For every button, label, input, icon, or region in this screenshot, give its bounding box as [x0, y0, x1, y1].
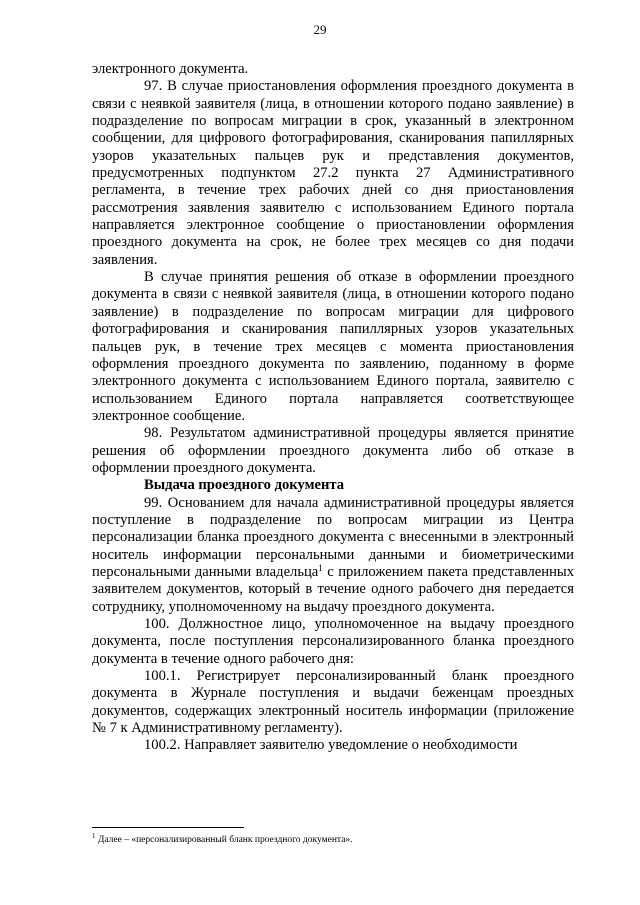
footnote-marker: 1 [92, 832, 96, 840]
footnote [92, 834, 574, 846]
paragraph-97: 97. В случае приостановления оформления проездного документа в связи с неявкой заявителя (лица, в отношении которого подано заявление) в подразделение по вопросам миграции в срок, указанный в электронном сообщении, для цифрового фотографирования, сканирования папиллярных узоров указательных пальцев рук и представления документов, предусмотренных подпунктом 27.2 пункта 27 Административного регламента, в течение трех рабочих дней со дня приостановления рассмотрения заявления заявителю с использованием Единого портала направляется электронное сообщение о приостановлении оформления проездного документа на срок, не более трех месяцев со дня подачи заявления. [92, 78, 574, 268]
paragraph-99 [92, 495, 574, 616]
paragraph-100: 100. Должностное лицо, уполномоченное на выдачу проездного документа, после поступления персонализированного бланка проездного документа в течение одного рабочего дня: [92, 616, 574, 667]
page-number: 29 [313, 22, 327, 37]
paragraph-100-2: 100.2. Направляет заявителю уведомление о необходимости [144, 737, 518, 754]
body-text [92, 61, 574, 755]
paragraph-99-text-end: с приложением пакета представленных заявителем документов, который в течение одного рабочего дня передается сотруднику, уполномоченному на выдачу проездного документа. [92, 563, 574, 615]
footnote-divider [92, 827, 244, 828]
paragraph-98: 98. Результатом административной процедуры является принятие решения об оформлении проездного документа либо об отказе в оформлении проездного документа. [92, 425, 574, 476]
paragraph-99-text-start: 99. Основанием для начала административной процедуры является поступление в подразделение по вопросам миграции из Центра персонализации бланка проездного документа с внесенными в электронный носитель информации персональными данными и биометрическими персональными данными владельца [92, 494, 574, 580]
footnote-reference: 1 [318, 562, 323, 573]
paragraph-refusal: В случае принятия решения об отказе в оформлении проездного документа в связи с неявкой заявителя (лица, в отношении которого подано заявление) в подразделение по вопросам миграции для цифрового фотографирования и сканирования папиллярных узоров указательных пальцев рук, в течение трех месяцев с момента приостановления оформления проездного документа по заявлению, поданному в форме электронного документа с использованием Единого портала, заявителю с использованием Единого портала направляется соответствующее электронное сообщение. [92, 269, 574, 424]
section-heading: Выдача проездного документа [144, 477, 345, 494]
footnote-text: Далее – «персонализированный бланк проездного документа». [95, 835, 353, 845]
paragraph-100-1: 100.1. Регистрирует персонализированный бланк проездного документа в Журнале поступления и выдачи беженцам проездных документов, содержащих электронный носитель информации (приложение № 7 к Административному регламенту). [92, 668, 574, 737]
paragraph-continuation: электронного документа. [92, 61, 249, 77]
